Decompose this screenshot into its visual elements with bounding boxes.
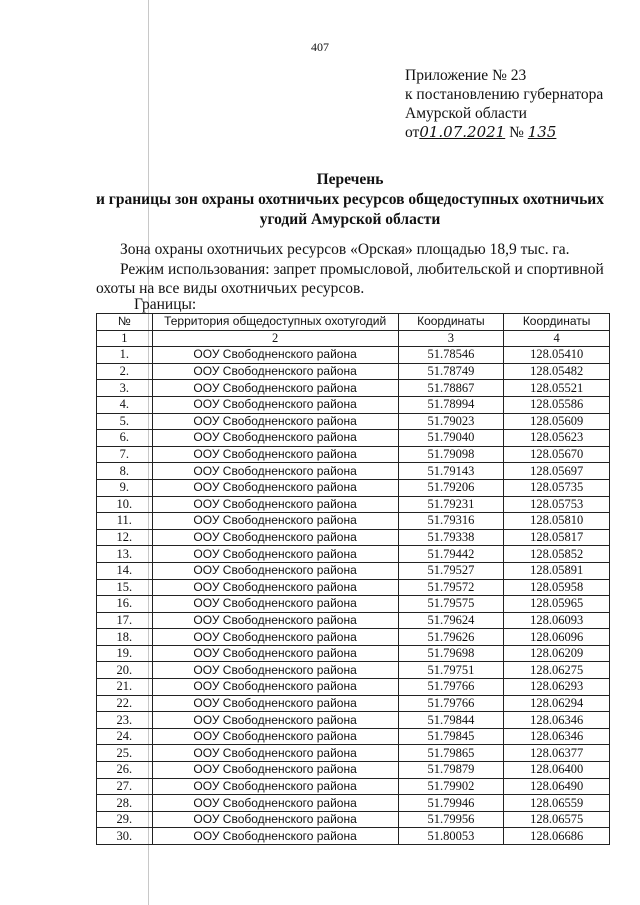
territory-cell: ООУ Свободненского района xyxy=(152,596,398,613)
row-number: 16. xyxy=(97,596,153,613)
latitude-cell: 51.79316 xyxy=(398,513,504,530)
latitude-cell: 51.79231 xyxy=(398,496,504,513)
row-number: 5. xyxy=(97,413,153,430)
territory-cell: ООУ Свободненского района xyxy=(152,645,398,662)
longitude-cell: 128.06096 xyxy=(504,629,610,646)
table-row xyxy=(97,347,610,364)
row-number: 3. xyxy=(97,380,153,397)
latitude-cell: 51.80053 xyxy=(398,828,504,845)
table-row xyxy=(97,828,610,845)
row-number: 29. xyxy=(97,811,153,828)
longitude-cell: 128.06686 xyxy=(504,828,610,845)
row-number: 23. xyxy=(97,712,153,729)
territory-cell: ООУ Свободненского района xyxy=(152,579,398,596)
longitude-cell: 128.06559 xyxy=(504,795,610,812)
table-row xyxy=(97,513,610,530)
territory-cell: ООУ Свободненского района xyxy=(152,679,398,696)
longitude-cell: 128.06293 xyxy=(504,679,610,696)
row-number: 10. xyxy=(97,496,153,513)
latitude-cell: 51.79206 xyxy=(398,479,504,496)
longitude-cell: 128.05958 xyxy=(504,579,610,596)
territory-cell: ООУ Свободненского района xyxy=(152,463,398,480)
row-number: 6. xyxy=(97,430,153,447)
title-line-1: Перечень xyxy=(316,171,384,188)
longitude-cell: 128.06275 xyxy=(504,662,610,679)
regime-description: Режим использования: запрет промысловой, любительской и спортивной охоты на все виды охотничьих ресурсов. xyxy=(96,260,604,297)
territory-cell: ООУ Свободненского района xyxy=(152,745,398,762)
table-row xyxy=(97,463,610,480)
latitude-cell: 51.79845 xyxy=(398,728,504,745)
territory-cell: ООУ Свободненского района xyxy=(152,347,398,364)
appendix-header xyxy=(405,66,603,142)
territory-cell: ООУ Свободненского района xyxy=(152,430,398,447)
title-line-2: и границы зон охраны охотничьих ресурсов общедоступных охотничьих xyxy=(96,191,604,208)
table-row xyxy=(97,811,610,828)
header-longitude: Координаты xyxy=(504,314,610,331)
column-number: 2 xyxy=(152,330,398,347)
table-row xyxy=(97,662,610,679)
territory-cell: ООУ Свободненского района xyxy=(152,546,398,563)
latitude-cell: 51.79338 xyxy=(398,529,504,546)
table-row xyxy=(97,363,610,380)
longitude-cell: 128.05753 xyxy=(504,496,610,513)
longitude-cell: 128.05521 xyxy=(504,380,610,397)
table-row xyxy=(97,612,610,629)
borders-label: Границы: xyxy=(134,296,197,313)
latitude-cell: 51.79527 xyxy=(398,562,504,579)
territory-cell: ООУ Свободненского района xyxy=(152,396,398,413)
latitude-cell: 51.79751 xyxy=(398,662,504,679)
column-number: 3 xyxy=(398,330,504,347)
zone-description: Зона охраны охотничьих ресурсов «Орская» площадью 18,9 тыс. га. xyxy=(120,241,570,258)
latitude-cell: 51.79956 xyxy=(398,811,504,828)
longitude-cell: 128.05586 xyxy=(504,396,610,413)
table-row xyxy=(97,496,610,513)
latitude-cell: 51.78994 xyxy=(398,396,504,413)
longitude-cell: 128.06346 xyxy=(504,712,610,729)
latitude-cell: 51.79946 xyxy=(398,795,504,812)
table-row xyxy=(97,596,610,613)
row-number: 30. xyxy=(97,828,153,845)
table-body xyxy=(97,347,610,845)
latitude-cell: 51.79624 xyxy=(398,612,504,629)
latitude-cell: 51.78546 xyxy=(398,347,504,364)
latitude-cell: 51.78749 xyxy=(398,363,504,380)
table-row xyxy=(97,562,610,579)
table-row xyxy=(97,413,610,430)
table-row xyxy=(97,380,610,397)
column-number-row xyxy=(97,330,610,347)
territory-cell: ООУ Свободненского района xyxy=(152,363,398,380)
latitude-cell: 51.79865 xyxy=(398,745,504,762)
table-row xyxy=(97,745,610,762)
longitude-cell: 128.05609 xyxy=(504,413,610,430)
longitude-cell: 128.05735 xyxy=(504,479,610,496)
longitude-cell: 128.05852 xyxy=(504,546,610,563)
row-number: 14. xyxy=(97,562,153,579)
territory-cell: ООУ Свободненского района xyxy=(152,778,398,795)
latitude-cell: 51.79098 xyxy=(398,446,504,463)
territory-cell: ООУ Свободненского района xyxy=(152,728,398,745)
longitude-cell: 128.06093 xyxy=(504,612,610,629)
row-number: 1. xyxy=(97,347,153,364)
latitude-cell: 51.79879 xyxy=(398,762,504,779)
territory-cell: ООУ Свободненского района xyxy=(152,612,398,629)
table-row xyxy=(97,762,610,779)
row-number: 9. xyxy=(97,479,153,496)
row-number: 24. xyxy=(97,728,153,745)
intro-text xyxy=(96,240,616,299)
table-row xyxy=(97,645,610,662)
longitude-cell: 128.05482 xyxy=(504,363,610,380)
row-number: 19. xyxy=(97,645,153,662)
latitude-cell: 51.79575 xyxy=(398,596,504,613)
number-prefix: № xyxy=(509,124,524,141)
table-row xyxy=(97,712,610,729)
row-number: 15. xyxy=(97,579,153,596)
table-row xyxy=(97,546,610,563)
header-number: № xyxy=(97,314,153,331)
row-number: 25. xyxy=(97,745,153,762)
longitude-cell: 128.06400 xyxy=(504,762,610,779)
title-line-3: угодий Амурской области xyxy=(259,211,441,228)
page-number: 407 xyxy=(311,40,329,54)
territory-cell: ООУ Свободненского района xyxy=(152,828,398,845)
table-row xyxy=(97,446,610,463)
latitude-cell: 51.79844 xyxy=(398,712,504,729)
row-number: 4. xyxy=(97,396,153,413)
row-number: 8. xyxy=(97,463,153,480)
territory-cell: ООУ Свободненского района xyxy=(152,562,398,579)
territory-cell: ООУ Свободненского района xyxy=(152,811,398,828)
territory-cell: ООУ Свободненского района xyxy=(152,380,398,397)
header-territory: Территория общедоступных охотугодий xyxy=(152,314,398,331)
territory-cell: ООУ Свободненского района xyxy=(152,479,398,496)
header-latitude: Координаты xyxy=(398,314,504,331)
territory-cell: ООУ Свободненского района xyxy=(152,629,398,646)
table-row xyxy=(97,529,610,546)
territory-cell: ООУ Свободненского района xyxy=(152,712,398,729)
table-row xyxy=(97,579,610,596)
row-number: 20. xyxy=(97,662,153,679)
longitude-cell: 128.05817 xyxy=(504,529,610,546)
appendix-decree: к постановлению губернатора xyxy=(405,86,604,103)
row-number: 18. xyxy=(97,629,153,646)
longitude-cell: 128.06346 xyxy=(504,728,610,745)
longitude-cell: 128.06490 xyxy=(504,778,610,795)
latitude-cell: 51.79902 xyxy=(398,778,504,795)
row-number: 12. xyxy=(97,529,153,546)
longitude-cell: 128.05891 xyxy=(504,562,610,579)
appendix-title: Приложение № 23 xyxy=(405,67,527,84)
territory-cell: ООУ Свободненского района xyxy=(152,496,398,513)
latitude-cell: 51.79442 xyxy=(398,546,504,563)
territory-cell: ООУ Свободненского района xyxy=(152,413,398,430)
latitude-cell: 51.79626 xyxy=(398,629,504,646)
latitude-cell: 51.79698 xyxy=(398,645,504,662)
handwritten-date: 01.07.2021 xyxy=(419,123,506,141)
row-number: 11. xyxy=(97,513,153,530)
territory-cell: ООУ Свободненского района xyxy=(152,695,398,712)
date-prefix: от xyxy=(405,124,420,141)
row-number: 7. xyxy=(97,446,153,463)
latitude-cell: 51.79023 xyxy=(398,413,504,430)
table-header-row xyxy=(97,314,610,331)
handwritten-number: 135 xyxy=(527,123,557,141)
document-title xyxy=(60,170,640,230)
latitude-cell: 51.79572 xyxy=(398,579,504,596)
territory-cell: ООУ Свободненского района xyxy=(152,446,398,463)
longitude-cell: 128.05810 xyxy=(504,513,610,530)
table-row xyxy=(97,479,610,496)
territory-cell: ООУ Свободненского района xyxy=(152,662,398,679)
row-number: 13. xyxy=(97,546,153,563)
row-number: 21. xyxy=(97,679,153,696)
row-number: 2. xyxy=(97,363,153,380)
appendix-date-line xyxy=(405,123,603,142)
row-number: 17. xyxy=(97,612,153,629)
coordinates-table xyxy=(96,313,610,845)
longitude-cell: 128.06575 xyxy=(504,811,610,828)
latitude-cell: 51.78867 xyxy=(398,380,504,397)
longitude-cell: 128.05697 xyxy=(504,463,610,480)
appendix-region: Амурской области xyxy=(405,105,527,122)
column-number: 4 xyxy=(504,330,610,347)
row-number: 22. xyxy=(97,695,153,712)
row-number: 27. xyxy=(97,778,153,795)
table-row xyxy=(97,396,610,413)
table-row xyxy=(97,430,610,447)
longitude-cell: 128.05670 xyxy=(504,446,610,463)
territory-cell: ООУ Свободненского района xyxy=(152,529,398,546)
row-number: 28. xyxy=(97,795,153,812)
territory-cell: ООУ Свободненского района xyxy=(152,762,398,779)
latitude-cell: 51.79040 xyxy=(398,430,504,447)
row-number: 26. xyxy=(97,762,153,779)
latitude-cell: 51.79766 xyxy=(398,679,504,696)
table-row xyxy=(97,629,610,646)
longitude-cell: 128.06209 xyxy=(504,645,610,662)
territory-cell: ООУ Свободненского района xyxy=(152,513,398,530)
longitude-cell: 128.06294 xyxy=(504,695,610,712)
territory-cell: ООУ Свободненского района xyxy=(152,795,398,812)
longitude-cell: 128.05410 xyxy=(504,347,610,364)
longitude-cell: 128.05623 xyxy=(504,430,610,447)
latitude-cell: 51.79766 xyxy=(398,695,504,712)
longitude-cell: 128.05965 xyxy=(504,596,610,613)
table-row xyxy=(97,795,610,812)
longitude-cell: 128.06377 xyxy=(504,745,610,762)
table-row xyxy=(97,679,610,696)
column-number: 1 xyxy=(97,330,153,347)
table-row xyxy=(97,695,610,712)
latitude-cell: 51.79143 xyxy=(398,463,504,480)
table-row xyxy=(97,728,610,745)
table-row xyxy=(97,778,610,795)
